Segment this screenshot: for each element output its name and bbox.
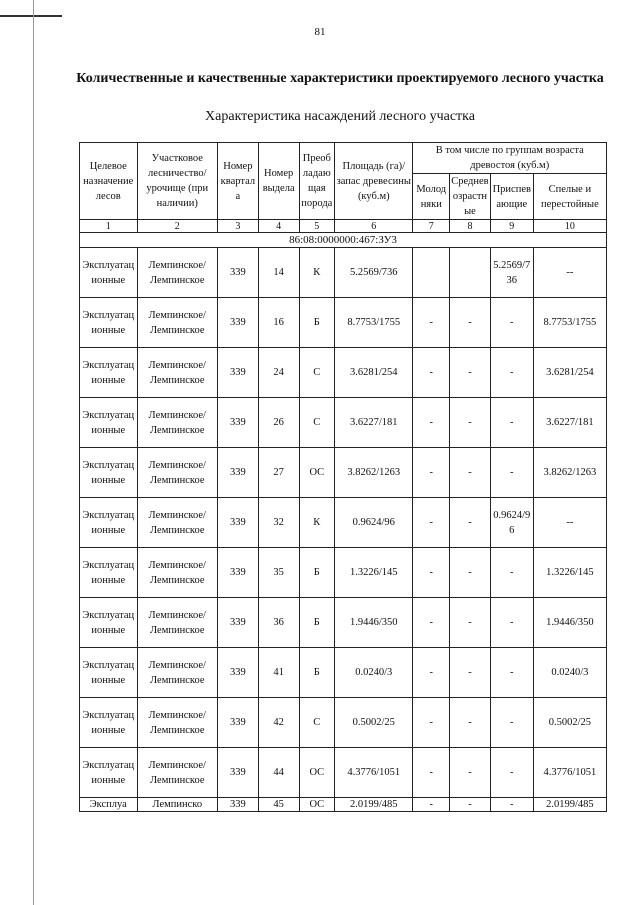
cell-area: 4.3776/1051 [335, 748, 413, 798]
cell-middle-aged [450, 248, 491, 298]
cell-middle-aged: - [450, 498, 491, 548]
cell-forestry: Лемпинское/Лемпинское [137, 448, 218, 498]
cell-forestry: Лемпинское/Лемпинское [137, 548, 218, 598]
column-number: 2 [137, 220, 218, 233]
cell-young: - [413, 548, 450, 598]
cell-mature: 0.5002/25 [533, 698, 606, 748]
cell-area: 1.3226/145 [335, 548, 413, 598]
header-forestry: Участковое лесничество/урочище (при наличии) [137, 143, 218, 220]
cell-young: - [413, 698, 450, 748]
cell-quarter: 339 [218, 648, 259, 698]
cell-quarter: 339 [218, 448, 259, 498]
header-age-groups: В том числе по группам возраста древостоя (куб.м) [413, 143, 607, 174]
column-number: 7 [413, 220, 450, 233]
cell-mature: 0.0240/3 [533, 648, 606, 698]
cell-ripening: - [490, 648, 533, 698]
cell-area: 0.9624/96 [335, 498, 413, 548]
cell-forestry: Лемпинское/Лемпинское [137, 498, 218, 548]
cell-ripening: 5.2569/736 [490, 248, 533, 298]
cell-mature: 1.3226/145 [533, 548, 606, 598]
cell-species: К [299, 498, 335, 548]
cell-young [413, 248, 450, 298]
cell-area: 3.6227/181 [335, 398, 413, 448]
cell-middle-aged: - [450, 648, 491, 698]
table-header-row [80, 143, 607, 174]
cell-quarter: 339 [218, 598, 259, 648]
page-title: Количественные и качественные характеристики проектируемого лесного участка [76, 71, 604, 86]
cell-species: ОС [299, 748, 335, 798]
cell-middle-aged: - [450, 348, 491, 398]
cell-young: - [413, 748, 450, 798]
cell-mature: 1.9446/350 [533, 598, 606, 648]
scan-edge-mark [0, 15, 62, 17]
cell-purpose: Эксплуа [80, 798, 138, 812]
cell-plot: 35 [258, 548, 299, 598]
column-number: 8 [450, 220, 491, 233]
cell-forestry: Лемпинское/Лемпинское [137, 348, 218, 398]
table-row [80, 648, 607, 698]
cell-middle-aged: - [450, 748, 491, 798]
cell-quarter: 339 [218, 248, 259, 298]
cell-area: 2.0199/485 [335, 798, 413, 812]
cell-plot: 27 [258, 448, 299, 498]
header-plot: Номер выдела [258, 143, 299, 220]
cell-plot: 41 [258, 648, 299, 698]
cell-forestry: Лемпинское/Лемпинское [137, 598, 218, 648]
cell-mature: 3.6227/181 [533, 398, 606, 448]
cell-mature: 8.7753/1755 [533, 298, 606, 348]
header-purpose: Целевое назначение лесов [80, 143, 138, 220]
cell-ripening: - [490, 398, 533, 448]
cell-forestry: Лемпинское/Лемпинское [137, 298, 218, 348]
cadastral-number: 86:08:0000000:467:ЗУ3 [80, 233, 607, 248]
table-row [80, 398, 607, 448]
cell-quarter: 339 [218, 298, 259, 348]
cell-middle-aged: - [450, 548, 491, 598]
cell-purpose: Эксплуатационные [80, 398, 138, 448]
cell-plot: 24 [258, 348, 299, 398]
cell-mature: 2.0199/485 [533, 798, 606, 812]
cell-purpose: Эксплуатационные [80, 298, 138, 348]
cell-purpose: Эксплуатационные [80, 498, 138, 548]
cell-purpose: Эксплуатационные [80, 748, 138, 798]
cell-ripening: - [490, 548, 533, 598]
cell-mature: -- [533, 498, 606, 548]
cell-plot: 26 [258, 398, 299, 448]
cell-young: - [413, 798, 450, 812]
column-number: 4 [258, 220, 299, 233]
cell-quarter: 339 [218, 348, 259, 398]
cell-species: ОС [299, 798, 335, 812]
cell-species: С [299, 348, 335, 398]
table-row [80, 798, 607, 812]
cell-middle-aged: - [450, 448, 491, 498]
cell-species: Б [299, 648, 335, 698]
cell-quarter: 339 [218, 498, 259, 548]
header-ripening: Приспевающие [490, 174, 533, 220]
table-row [80, 248, 607, 298]
header-middle-aged: Средневозрастные [450, 174, 491, 220]
cell-species: Б [299, 598, 335, 648]
header-mature: Спелые и перестойные [533, 174, 606, 220]
cell-mature: 3.8262/1263 [533, 448, 606, 498]
table-row [80, 298, 607, 348]
table-row [80, 548, 607, 598]
table-row [80, 748, 607, 798]
cell-middle-aged: - [450, 698, 491, 748]
cell-plot: 16 [258, 298, 299, 348]
cell-species: К [299, 248, 335, 298]
cell-young: - [413, 648, 450, 698]
cell-purpose: Эксплуатационные [80, 698, 138, 748]
cell-forestry: Лемпинское/Лемпинское [137, 648, 218, 698]
cell-species: С [299, 698, 335, 748]
cell-forestry: Лемпинское/Лемпинское [137, 698, 218, 748]
cell-middle-aged: - [450, 598, 491, 648]
cell-purpose: Эксплуатационные [80, 448, 138, 498]
cell-plot: 32 [258, 498, 299, 548]
cell-quarter: 339 [218, 548, 259, 598]
cell-purpose: Эксплуатационные [80, 348, 138, 398]
header-area: Площадь (га)/ запас древесины (куб.м) [335, 143, 413, 220]
cell-quarter: 339 [218, 698, 259, 748]
cell-young: - [413, 298, 450, 348]
cell-young: - [413, 348, 450, 398]
cell-ripening: - [490, 698, 533, 748]
cell-middle-aged: - [450, 398, 491, 448]
cell-area: 0.0240/3 [335, 648, 413, 698]
cell-young: - [413, 448, 450, 498]
cell-ripening: - [490, 798, 533, 812]
cell-species: ОС [299, 448, 335, 498]
cell-plot: 36 [258, 598, 299, 648]
cell-ripening: - [490, 598, 533, 648]
cell-purpose: Эксплуатационные [80, 248, 138, 298]
cell-plot: 44 [258, 748, 299, 798]
cell-purpose: Эксплуатационные [80, 598, 138, 648]
cell-forestry: Лемпинское/Лемпинское [137, 248, 218, 298]
cell-area: 8.7753/1755 [335, 298, 413, 348]
cell-area: 3.8262/1263 [335, 448, 413, 498]
table-row [80, 498, 607, 548]
column-number: 3 [218, 220, 259, 233]
cell-area: 3.6281/254 [335, 348, 413, 398]
cell-plot: 14 [258, 248, 299, 298]
cell-mature: 3.6281/254 [533, 348, 606, 398]
cell-forestry: Лемпинское/Лемпинское [137, 398, 218, 448]
cell-ripening: - [490, 748, 533, 798]
cell-ripening: - [490, 348, 533, 398]
plantations-table [79, 142, 607, 812]
cell-forestry: Лемпинское/Лемпинское [137, 748, 218, 798]
column-number: 10 [533, 220, 606, 233]
header-quarter: Номер квартала [218, 143, 259, 220]
cell-species: Б [299, 298, 335, 348]
cell-area: 1.9446/350 [335, 598, 413, 648]
cadastral-row [80, 233, 607, 248]
cell-plot: 42 [258, 698, 299, 748]
table-row [80, 598, 607, 648]
cell-young: - [413, 498, 450, 548]
cell-forestry: Лемпинско [137, 798, 218, 812]
cell-purpose: Эксплуатационные [80, 548, 138, 598]
cell-ripening: - [490, 448, 533, 498]
cell-mature: 4.3776/1051 [533, 748, 606, 798]
column-number: 1 [80, 220, 138, 233]
cell-area: 5.2569/736 [335, 248, 413, 298]
cell-quarter: 339 [218, 748, 259, 798]
cell-middle-aged: - [450, 798, 491, 812]
table-row [80, 348, 607, 398]
header-species: Преобладающая порода [299, 143, 335, 220]
column-number: 5 [299, 220, 335, 233]
cell-quarter: 339 [218, 398, 259, 448]
header-young: Молодняки [413, 174, 450, 220]
cell-ripening: 0.9624/96 [490, 498, 533, 548]
column-number: 9 [490, 220, 533, 233]
cell-purpose: Эксплуатационные [80, 648, 138, 698]
cell-young: - [413, 398, 450, 448]
column-number: 6 [335, 220, 413, 233]
cell-species: С [299, 398, 335, 448]
cell-young: - [413, 598, 450, 648]
cell-middle-aged: - [450, 298, 491, 348]
cell-quarter: 339 [218, 798, 259, 812]
page-number: 81 [314, 26, 326, 38]
cell-mature: -- [533, 248, 606, 298]
table-row [80, 698, 607, 748]
cell-ripening: - [490, 298, 533, 348]
cell-plot: 45 [258, 798, 299, 812]
cell-species: Б [299, 548, 335, 598]
column-numbers-row [80, 220, 607, 233]
table-row [80, 448, 607, 498]
page-subtitle: Характеристика насаждений лесного участка [205, 109, 475, 124]
scan-edge-line [33, 0, 34, 905]
cell-area: 0.5002/25 [335, 698, 413, 748]
